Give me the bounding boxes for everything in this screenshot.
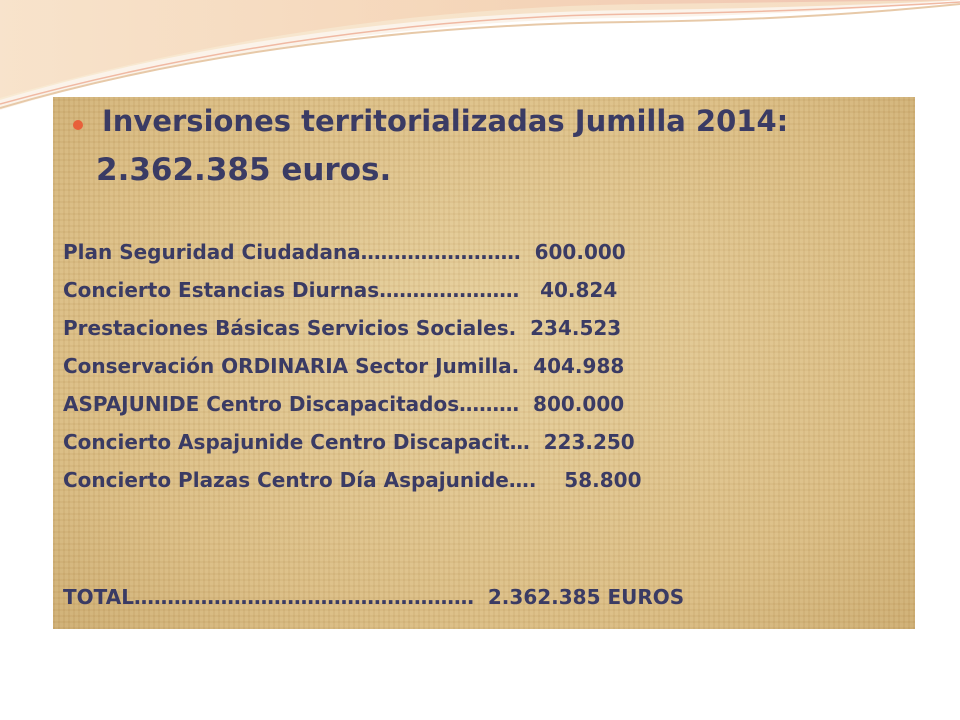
bullet-icon — [73, 120, 83, 130]
total-amount-heading: 2.362.385 euros. — [96, 152, 392, 188]
investment-line: ASPAJUNIDE Centro Discapacitados……… 800.000 — [63, 392, 625, 416]
investment-line: Prestaciones Básicas Servicios Sociales. 234.523 — [63, 316, 622, 340]
decorative-wave-header — [0, 0, 960, 110]
investment-line: Concierto Plazas Centro Día Aspajunide…. 58.800 — [63, 468, 642, 492]
total-line: TOTAL…………………………………………… 2.362.385 EUROS — [63, 585, 685, 609]
investment-line: Conservación ORDINARIA Sector Jumilla. 404.988 — [63, 354, 625, 378]
investment-line: Plan Seguridad Ciudadana…………………… 600.000 — [63, 240, 626, 264]
investment-line: Concierto Estancias Diurnas………………… 40.824 — [63, 278, 618, 302]
slide-heading: Inversiones territorializadas Jumilla 2014: — [102, 104, 789, 138]
investment-line: Concierto Aspajunide Centro Discapacit… 223.250 — [63, 430, 635, 454]
